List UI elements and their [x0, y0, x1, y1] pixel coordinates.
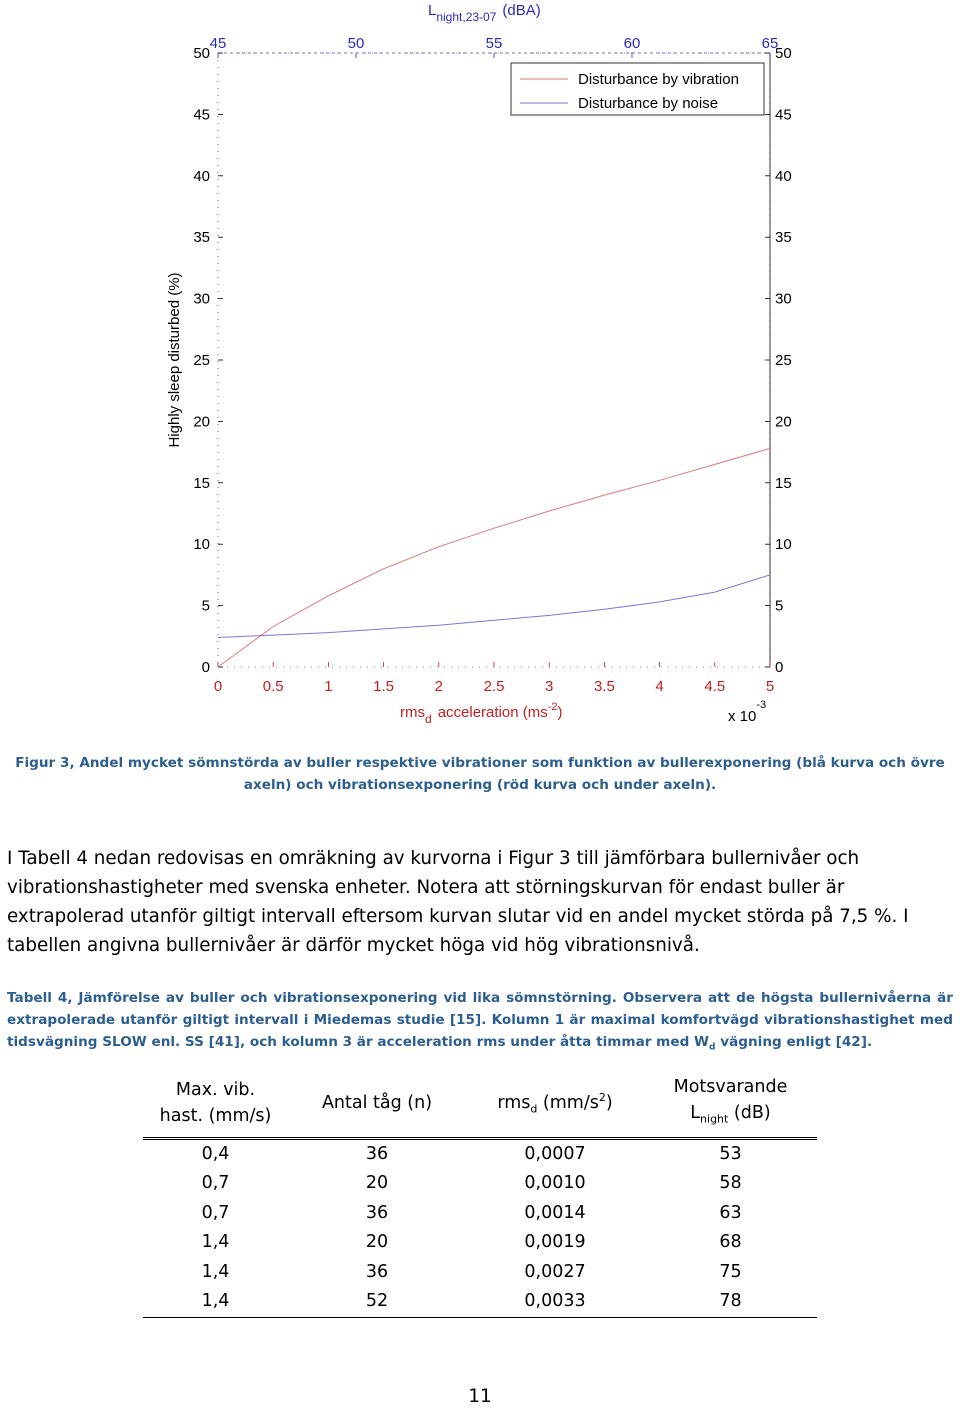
table-cell: 1,4 [143, 1287, 288, 1317]
table-cell: 0,0007 [524, 1143, 586, 1164]
table-cell: 53 [719, 1143, 742, 1164]
legend [511, 63, 764, 115]
table-cell: 63 [719, 1202, 742, 1223]
right-tick-label: 15 [775, 474, 792, 492]
table-cell: 78 [644, 1287, 817, 1317]
table-cell: 20 [365, 1232, 389, 1253]
table-cell: 68 [719, 1232, 742, 1253]
table-row [143, 1138, 817, 1169]
left-tick-label: 30 [193, 290, 210, 308]
table-cell: 0,0033 [466, 1287, 644, 1317]
page-number: 11 [468, 1386, 492, 1407]
right-tick-label: 40 [775, 167, 792, 185]
top-tick-label: 45 [209, 35, 227, 52]
header-lnight: Motsvarande $L_{night}$ (dB) [644, 1070, 817, 1138]
table-header-row [143, 1070, 817, 1138]
table-caption-main: Tabell 4, Jämförelse av buller och vibrationsexponering vid lika sömnstörning. Observera att de högsta bullernivåerna är extrapolerade utanför giltigt intervall i Miedemas studie [15]. Kolumn 1 är maximal komfortvägd vibrationshastighet med tidsvägning SLOW enl. SS [41], och kolumn 3 är acceleration rms under åtta timmar med W [7, 990, 953, 1050]
table-row [143, 1169, 817, 1199]
top-x-ticks [210, 35, 779, 58]
header-max-vib: Max. vib. hast. (mm/s) [143, 1070, 288, 1138]
table-cell: 36 [365, 1202, 389, 1223]
left-tick-label: 5 [201, 597, 210, 615]
header-rmsd: rms$_d$ $(mm/s^2)$ [466, 1070, 644, 1138]
right-tick-label: 45 [775, 106, 792, 124]
left-tick-label: 35 [193, 229, 210, 247]
table-row [143, 1199, 817, 1229]
body-paragraph: I Tabell 4 nedan redovisas en omräkning av kurvorna i Figur 3 till jämförbara bullernivåer och vibrationshastigheter med svenska enheter. Notera att störningskurvan för endast buller är extrapolerad utanför giltigt intervall eftersom kurvan slutar vid en andel mycket störda på 7,5 %. I tabellen angivna bullernivåer är därför mycket höga vid hög vibrationsnivå. [7, 848, 909, 956]
top-tick-label: 65 [761, 35, 779, 52]
right-y-ticks [765, 45, 792, 676]
table-caption-end: vägning enligt [42]. [715, 1034, 873, 1050]
bottom-axis-label: rms$_d$ acceleration $(ms^{-2})$ [400, 701, 563, 726]
top-tick-label: 50 [347, 35, 365, 52]
table-cell: 1,4 [201, 1261, 230, 1282]
left-tick-label: 15 [193, 474, 210, 492]
table-cell: 0,0014 [524, 1202, 586, 1223]
bottom-tick-label: 1.5 [373, 678, 395, 695]
table-cell: 0,0027 [524, 1261, 586, 1282]
table-cell: 1,4 [201, 1232, 230, 1253]
left-tick-label: 45 [193, 106, 210, 124]
y-axis-label: Highly sleep disturbed (%) [166, 272, 183, 448]
legend-label-noise: Disturbance by noise [578, 95, 719, 112]
bottom-tick-label: 4.5 [704, 678, 726, 695]
table-row [143, 1287, 817, 1317]
table-cell: 0,0010 [524, 1173, 586, 1194]
series-line-1 [218, 575, 770, 638]
bottom-tick-label: 5 [765, 678, 775, 695]
top-tick-label: 55 [485, 35, 503, 52]
table-cell: 0,0019 [524, 1232, 586, 1253]
table-cell: 20 [365, 1173, 389, 1194]
right-tick-label: 10 [775, 536, 792, 554]
left-tick-label: 20 [193, 413, 210, 431]
table-cell: 0,7 [201, 1173, 230, 1194]
bottom-tick-label: 4 [655, 678, 664, 695]
right-tick-label: 25 [775, 352, 792, 369]
left-tick-label: 10 [193, 536, 210, 554]
right-tick-label: 0 [775, 659, 784, 676]
table-cell: 36 [365, 1143, 389, 1164]
bottom-tick-label: 0 [213, 678, 223, 695]
top-tick-label: 60 [623, 35, 641, 52]
table-cell: 58 [719, 1173, 742, 1194]
table-cell: 0,4 [201, 1143, 230, 1164]
right-tick-label: 20 [775, 413, 792, 431]
plot-frame [218, 53, 770, 667]
left-tick-label: 50 [193, 45, 210, 62]
legend-label-vibration: Disturbance by vibration [578, 71, 739, 88]
table-caption [7, 987, 953, 1059]
bottom-tick-label: 3 [545, 678, 554, 695]
right-tick-label: 5 [775, 597, 784, 615]
left-tick-label: 25 [193, 352, 210, 369]
right-tick-label: 50 [775, 45, 792, 62]
left-y-ticks [193, 45, 223, 676]
bottom-axis-multiplier: x $10^{-3}$ [728, 699, 767, 725]
table-cell: 75 [719, 1261, 742, 1282]
bottom-tick-label: 2.5 [483, 678, 505, 695]
table-cell: 36 [365, 1261, 389, 1282]
right-tick-label: 35 [775, 229, 792, 247]
right-tick-label: 30 [775, 290, 792, 308]
table-row [143, 1258, 817, 1288]
series-lines [218, 448, 770, 667]
table-cell: 0,7 [201, 1202, 230, 1223]
bottom-tick-label: 1 [324, 678, 333, 695]
left-tick-label: 0 [201, 659, 210, 676]
table-cell: 52 [288, 1287, 466, 1317]
bottom-tick-label: 3.5 [593, 678, 615, 695]
top-axis-label: $L_{night,23-07}$ (dBA) [428, 2, 541, 24]
left-tick-label: 40 [193, 167, 210, 185]
bottom-tick-label: 2 [434, 678, 443, 695]
table-caption-sub: d [709, 1042, 716, 1053]
table-body [143, 1138, 817, 1318]
table-row [143, 1228, 817, 1258]
comparison-table [143, 1070, 817, 1318]
figure-caption: Figur 3, Andel mycket sömnstörda av buller respektive vibrationer som funktion av bullerexponering (blå kurva och övre axeln) och vibrationsexponering (röd kurva och under axeln). [15, 755, 945, 793]
bottom-tick-label: 0.5 [262, 678, 284, 695]
header-antal-tag: Antal tåg (n) [288, 1070, 466, 1138]
